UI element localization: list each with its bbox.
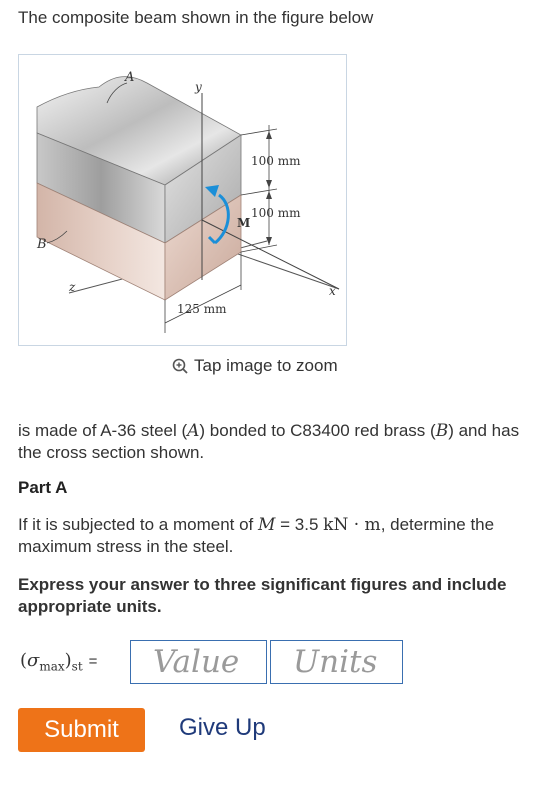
intro-text: The composite beam shown in the figure below (18, 8, 374, 27)
label-z: z (69, 280, 76, 294)
part-title: Part A (18, 478, 68, 497)
give-up-link[interactable]: Give Up (179, 714, 266, 741)
beam-figure[interactable] (18, 54, 347, 346)
symbol-b: B (435, 421, 449, 441)
value-input[interactable] (130, 640, 267, 684)
answer-instruction: Express your answer to three significant figures and include appropriate units. (18, 575, 507, 616)
label-y: y (195, 80, 202, 94)
tap-to-zoom[interactable] (172, 356, 338, 376)
moment-units: kN · m (323, 515, 381, 535)
symbol-a: A (187, 421, 200, 441)
dim-middle-label: 100 mm (251, 206, 301, 220)
symbol-m: M (258, 515, 276, 535)
units-input[interactable] (270, 640, 403, 684)
zoom-in-icon (172, 358, 188, 374)
beam-diagram (19, 55, 348, 347)
label-m: M (237, 216, 251, 230)
dim-top-label: 100 mm (251, 154, 301, 168)
submit-button[interactable]: Submit (18, 708, 145, 752)
answer-label: $(\sigma_{max})_{st}$ = (20, 650, 98, 674)
zoom-text: Tap image to zoom (194, 356, 338, 375)
label-a: A (125, 70, 135, 85)
label-b: B (37, 237, 47, 252)
problem-description: is made of A-36 steel (A) bonded to C83400 red brass (B) and has the cross section shown. (18, 421, 520, 462)
label-x: x (329, 284, 336, 298)
dim-width-label: 125 mm (177, 302, 227, 316)
question-text: If it is subjected to a moment of M = 3.5 kN · m, determine the maximum stress in the steel. (18, 515, 495, 556)
